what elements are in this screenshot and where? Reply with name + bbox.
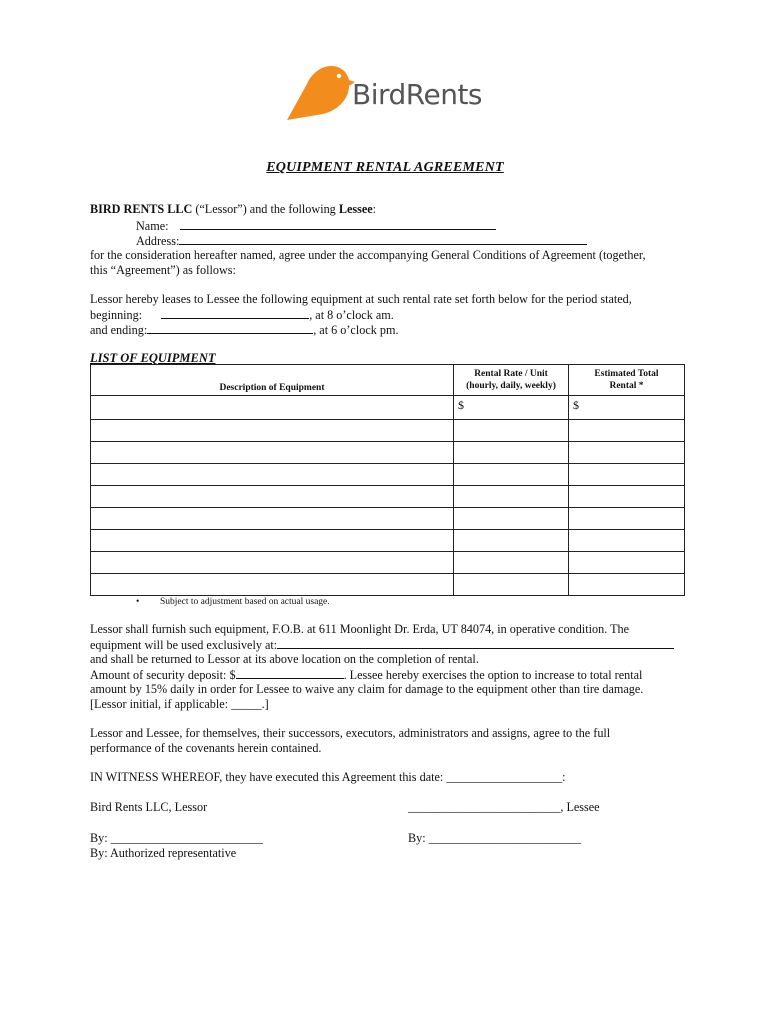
table-row[interactable]: [91, 508, 685, 530]
col-estimated-total: Estimated Total Rental *: [569, 365, 685, 396]
document-title: EQUIPMENT RENTAL AGREEMENT: [266, 160, 504, 175]
consideration-line1: for the consideration hereafter named, agree under the accompanying General Conditions of Agreement (together,: [90, 248, 646, 262]
rate-currency: $: [454, 396, 569, 420]
bullet-icon: •: [136, 597, 140, 607]
bird-icon: [287, 66, 355, 120]
table-row[interactable]: [91, 530, 685, 552]
table-row[interactable]: [91, 486, 685, 508]
witness-date[interactable]: IN WITNESS WHEREOF, they have executed this Agreement this date: ___________________:: [90, 770, 566, 784]
furnish-line5: amount by 15% daily in order for Lessee to waive any claim for damage to the equipment other than tire damage.: [90, 682, 644, 696]
deposit-field[interactable]: Amount of security deposit: $ . Lessee hereby exercises the option to increase to total rental: [90, 668, 643, 682]
table-header-row: [91, 365, 685, 396]
lessor-signature-label: Bird Rents LLC, Lessor: [90, 800, 208, 814]
covenants-line2: performance of the covenants herein contained.: [90, 741, 322, 755]
equipment-section-title: LIST OF EQUIPMENT: [90, 351, 216, 365]
brand-name: BirdRents: [352, 78, 483, 111]
adjustment-note: • Subject to adjustment based on actual usage.: [136, 597, 330, 607]
col-rental-rate: Rental Rate / Unit (hourly, daily, weekly): [454, 365, 569, 396]
lessor-by-line[interactable]: By: _________________________: [90, 831, 263, 845]
table-row[interactable]: [91, 420, 685, 442]
covenants-line1: Lessor and Lessee, for themselves, their successors, executors, administrators and assigns, agree to the full: [90, 726, 611, 740]
col-description: Description of Equipment: [91, 365, 454, 396]
name-field[interactable]: Name:: [136, 218, 496, 234]
beginning-field[interactable]: beginning: , at 8 o’clock am.: [90, 308, 394, 322]
equipment-table: [90, 364, 685, 596]
table-row[interactable]: [91, 396, 685, 420]
total-currency: $: [569, 396, 685, 420]
table-row[interactable]: [91, 442, 685, 464]
lessor-initial[interactable]: [Lessor initial, if applicable: _____.]: [90, 697, 269, 711]
address-field[interactable]: Address:: [136, 233, 587, 249]
table-row[interactable]: [91, 464, 685, 486]
furnish-line3: and shall be returned to Lessor at its above location on the completion of rental.: [90, 652, 479, 666]
furnish-line1: Lessor shall furnish such equipment, F.O.B. at 611 Moonlight Dr. Erda, UT 84074, in operative condition. The: [90, 622, 630, 636]
authorized-representative: By: Authorized representative: [90, 846, 237, 860]
lessee-signature-line[interactable]: _________________________, Lessee: [408, 800, 600, 814]
use-location-field[interactable]: equipment will be used exclusively at:: [90, 637, 674, 653]
parties-intro: BIRD RENTS LLC (“Lessor”) and the following Lessee:: [90, 202, 377, 216]
table-row[interactable]: [91, 574, 685, 596]
ending-field[interactable]: and ending: , at 6 o’clock pm.: [90, 323, 399, 337]
table-row[interactable]: [91, 552, 685, 574]
consideration-line2: this “Agreement”) as follows:: [90, 263, 236, 277]
lessee-by-line[interactable]: By: _________________________: [408, 831, 581, 845]
lease-line1: Lessor hereby leases to Lessee the following equipment at such rental rate set forth below for the period stated,: [90, 292, 632, 306]
